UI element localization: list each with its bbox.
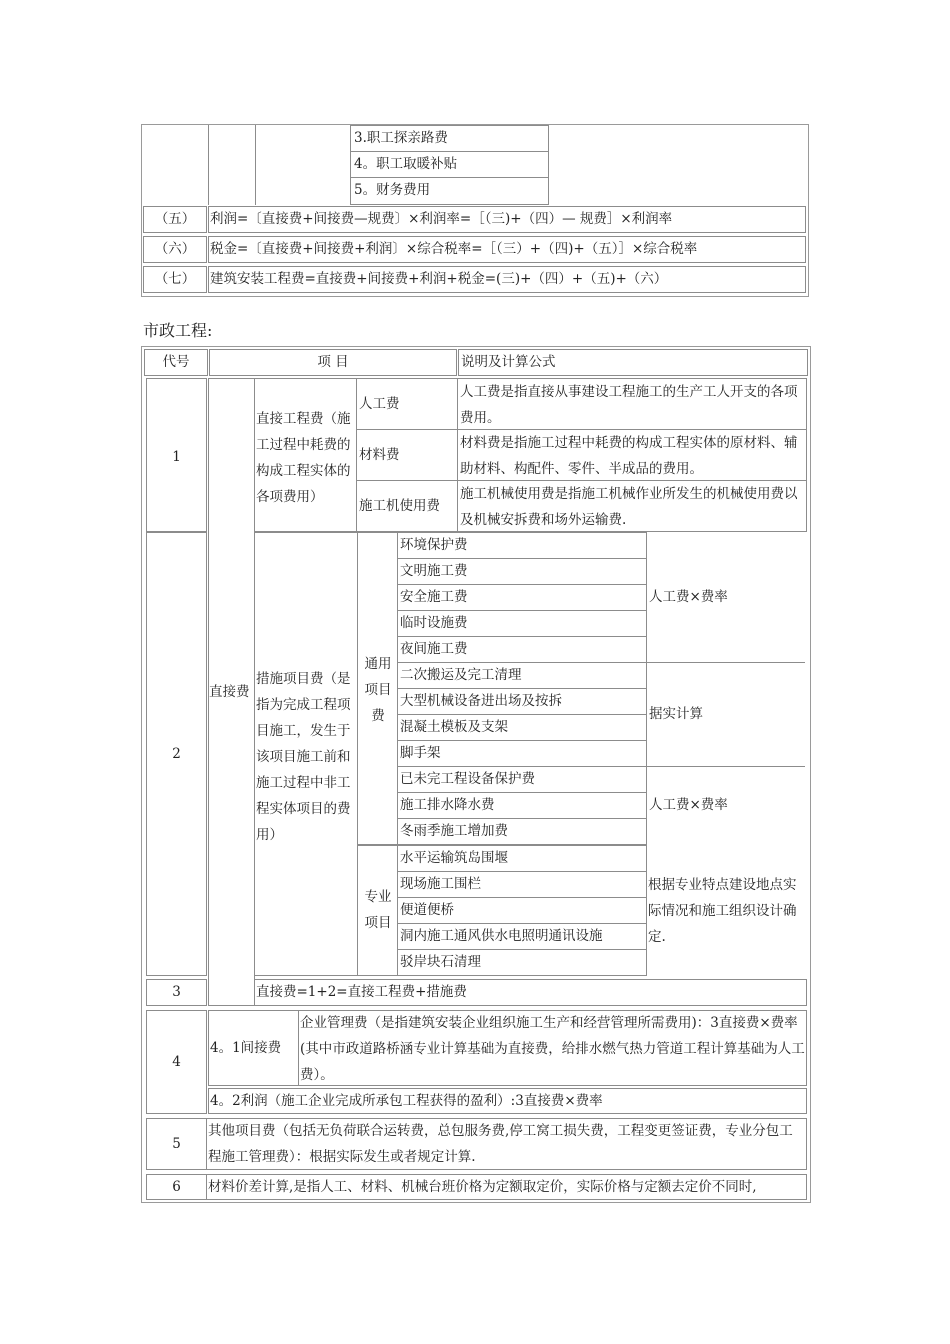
row-code: （五） bbox=[154, 211, 196, 227]
row-code: 2 bbox=[172, 746, 181, 762]
general-items-label: 通用项目费 bbox=[364, 656, 392, 724]
general-formula: 人工费×费率 bbox=[649, 589, 728, 605]
formula-text: 利润=〔直接费+间接费—规费〕×利润率=［（三)+（四）— 规费］×利润率 bbox=[210, 211, 673, 227]
row-code: 5 bbox=[172, 1136, 181, 1152]
general-item: 已未完工程设备保护费 bbox=[400, 771, 535, 787]
general-item: 混凝土模板及支架 bbox=[400, 719, 508, 735]
summary-text: 直接费=1+2=直接工程费+措施费 bbox=[256, 984, 467, 1000]
general-item: 夜间施工费 bbox=[400, 641, 468, 657]
row-code: （六） bbox=[154, 241, 196, 257]
general-item: 环境保护费 bbox=[400, 537, 468, 553]
general-formula: 据实计算 bbox=[649, 706, 703, 722]
row-code: 1 bbox=[172, 449, 181, 465]
general-item: 大型机械设备进出场及按拆 bbox=[400, 693, 562, 709]
formula-text: 税金=〔直接费+间接费+利润〕×综合税率=［（三）+（四)+（五）］×综合税率 bbox=[210, 241, 698, 257]
indirect-fee-label: 4。1间接费 bbox=[210, 1040, 282, 1056]
general-item: 施工排水降水费 bbox=[400, 797, 495, 813]
row-code: 3 bbox=[172, 984, 181, 1000]
other-fee-text: 其他项目费（包括无负荷联合运转费，总包服务费,停工窝工损失费，工程变更签证费，专业分包工程施工管理费）：根据实际发生或者规定计算. bbox=[208, 1123, 793, 1165]
row-code: （七） bbox=[154, 271, 196, 287]
general-item: 临时设施费 bbox=[400, 615, 468, 631]
item-desc: 材料费是指施工过程中耗费的构成工程实体的原材料、辅助材料、构配件、零件、半成品的费用。 bbox=[460, 435, 798, 477]
header-item: 项 目 bbox=[317, 354, 349, 370]
group-label: 措施项目费（是指为完成工程项目施工，发生于该项目施工前和施工过程中非工程实体项目的费用） bbox=[256, 671, 351, 843]
special-item: 驳岸块石清理 bbox=[400, 954, 481, 970]
item-name: 施工机使用费 bbox=[359, 498, 440, 514]
special-items-label: 专业项目 bbox=[364, 889, 392, 931]
item-name: 材料费 bbox=[359, 447, 400, 463]
formula-divider bbox=[647, 766, 805, 767]
fee-item: 5。财务费用 bbox=[354, 182, 431, 198]
section-title: 市政工程: bbox=[143, 321, 213, 340]
general-item: 安全施工费 bbox=[400, 589, 468, 605]
indirect-fee-desc: 企业管理费（是指建筑安装企业组织施工生产和经营管理所需费用)：3直接费×费率(其中市政道路桥涵专业计算基础为直接费，给排水燃气热力管道工程计算基础为人工费）。 bbox=[300, 1015, 805, 1083]
header-code: 代号 bbox=[162, 354, 190, 370]
special-item: 水平运输筑岛围堰 bbox=[400, 850, 508, 866]
formula-divider bbox=[647, 662, 805, 663]
special-item: 现场施工围栏 bbox=[400, 876, 481, 892]
item-name: 人工费 bbox=[359, 396, 400, 412]
profit-text: 4。2利润（施工企业完成所承包工程获得的盈利）:3直接费×费率 bbox=[210, 1093, 603, 1109]
header-desc: 说明及计算公式 bbox=[461, 354, 556, 370]
top-col-line-2 bbox=[255, 125, 256, 205]
row-code: 4 bbox=[172, 1054, 181, 1070]
group-label: 直接工程费（施工过程中耗费的构成工程实体的各项费用） bbox=[256, 411, 351, 505]
direct-fee-label: 直接费 bbox=[209, 684, 250, 700]
general-item: 脚手架 bbox=[400, 745, 441, 761]
general-item: 冬雨季施工增加费 bbox=[400, 823, 508, 839]
material-diff-text: 材料价差计算,是指人工、材料、机械台班价格为定额取定价，实际价格与定额去定价不同时, bbox=[208, 1179, 757, 1195]
general-item: 二次搬运及完工清理 bbox=[400, 667, 522, 683]
formula-text: 建筑安装工程费=直接费+间接费+利润+税金=(三)+（四）+（五)+（六） bbox=[210, 271, 668, 287]
top-col-line-1 bbox=[208, 125, 209, 205]
fee-item: 3.职工探亲路费 bbox=[354, 130, 448, 146]
row-code: 6 bbox=[172, 1179, 181, 1195]
special-item: 洞内施工通风供水电照明通讯设施 bbox=[400, 928, 603, 944]
fee-item: 4。职工取暖补贴 bbox=[354, 156, 458, 172]
special-item: 便道便桥 bbox=[400, 902, 454, 918]
special-formula: 根据专业特点建设地点实际情况和施工组织设计确定. bbox=[648, 877, 797, 945]
general-formula: 人工费×费率 bbox=[649, 797, 728, 813]
item-desc: 施工机械使用费是指施工机械作业所发生的机械使用费以及机械安拆费和场外运输费. bbox=[460, 486, 798, 528]
general-item: 文明施工费 bbox=[400, 563, 468, 579]
item-desc: 人工费是指直接从事建设工程施工的生产工人开支的各项费用。 bbox=[460, 384, 798, 426]
